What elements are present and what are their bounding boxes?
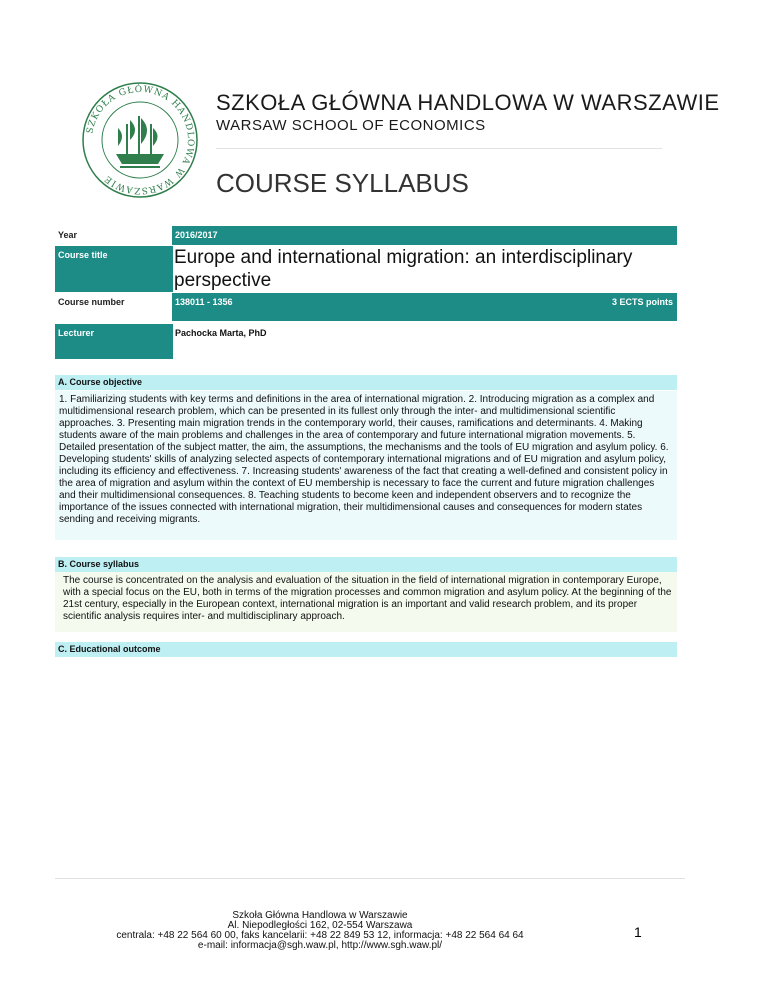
- course-title-label-cell: [55, 246, 173, 292]
- document-title: COURSE SYLLABUS: [216, 168, 469, 198]
- course-title-label: Course title: [58, 250, 108, 260]
- lecturer-label: Lecturer: [58, 328, 95, 338]
- course-objective-heading: [55, 375, 677, 390]
- header-divider: [216, 148, 662, 149]
- course-objective-text: 1. Familiarizing students with key terms and definitions in the area of international migration. 2. Introducing migration as a complex and multidimensional research problem, which can be presented in its fullest only through the inter- and multidimensional scientific approaches. 3. Presenting main migration trends in the contemporary world, their causes, ramifications and determinants. 4. Making students aware of the main problems and challenges in the area of contemporary and future international migration movements. 5. Detailed presentation of the subject matter, the aim, the assumptions, the mechanisms and the tools of EU migration and asylum policy. 6. Developing students' skills of analyzing selected aspects of contemporary international migrations and of EU migration and asylum policy, including its efficiency and effectiveness. 7. Increasing students' awareness of the fact that creating a well-defined and consistent policy in the area of migration and asylum within the context of EU membership is necessary to face the current and future migration challenges and their multidimensional consequences. 8. Teaching students to become keen and independent observers and to recognize the importance of the issues connected with international migration, their multidimensional causes and consequences for modern states sending and receiving migrants.: [59, 394, 669, 525]
- footer-line-1: Szkoła Główna Handlowa w Warszawie: [232, 910, 408, 921]
- footer-divider: [55, 878, 685, 879]
- course-syllabus-body: [55, 572, 677, 632]
- course-syllabus-text: The course is concentrated on the analysis and evaluation of the situation in the field of international migration in contemporary Europe, with a special focus on the EU, both in terms of the migration processes and common migration and asylum policy. At the beginning of the 21st century, especially in the European context, international migration is an important and valid research problem, and its proper scientific analysis requires inter- and multidisciplinary approach.: [63, 575, 672, 622]
- educational-outcome-heading: [55, 642, 677, 657]
- footer-line-3: centrala: +48 22 564 60 00, faks kancelarii: +48 22 849 53 12, informacja: +48 22 564 64 64: [116, 930, 524, 941]
- course-number-value-cell: [172, 293, 677, 321]
- school-name-english: WARSAW SCHOOL OF ECONOMICS: [216, 117, 486, 134]
- page-number: 1: [634, 924, 642, 940]
- lecturer-value: Pachocka Marta, PhD: [175, 328, 267, 338]
- lecturer-label-cell: [55, 324, 173, 359]
- school-name-polish: SZKOŁA GŁÓWNA HANDLOWA W WARSZAWIE: [216, 90, 720, 115]
- lecturer-value-cell: [172, 324, 677, 359]
- course-objective-heading-text: A. Course objective: [58, 377, 143, 387]
- course-title-value-cell: [172, 246, 677, 292]
- svg-text:SZKOŁA GŁÓWNA HANDLOWA W WARSZ: SZKOŁA GŁÓWNA HANDLOWA W WARSZAWIE: [85, 84, 196, 196]
- year-label-cell: [55, 226, 173, 245]
- footer-line-2: Al. Niepodległości 162, 02-554 Warszawa: [227, 920, 413, 931]
- year-value: 2016/2017: [175, 230, 218, 240]
- course-syllabus-heading-text: B. Course syllabus: [58, 559, 140, 569]
- school-seal-logo: [80, 80, 200, 200]
- course-number-value: 138011 - 1356: [175, 297, 233, 307]
- ects-points: 3 ECTS points: [611, 297, 673, 307]
- year-label: Year: [58, 230, 78, 240]
- course-number-label: Course number: [58, 297, 125, 307]
- course-number-label-cell: [55, 293, 173, 321]
- year-value-cell: [172, 226, 677, 245]
- course-syllabus-heading: [55, 557, 677, 572]
- educational-outcome-heading-text: C. Educational outcome: [58, 644, 161, 654]
- course-title-value: Europe and international migration: an interdisciplinary perspective: [174, 247, 633, 291]
- footer-line-4: e-mail: informacja@sgh.waw.pl, http://www.sgh.waw.pl/: [197, 940, 443, 951]
- course-objective-body: [55, 391, 677, 540]
